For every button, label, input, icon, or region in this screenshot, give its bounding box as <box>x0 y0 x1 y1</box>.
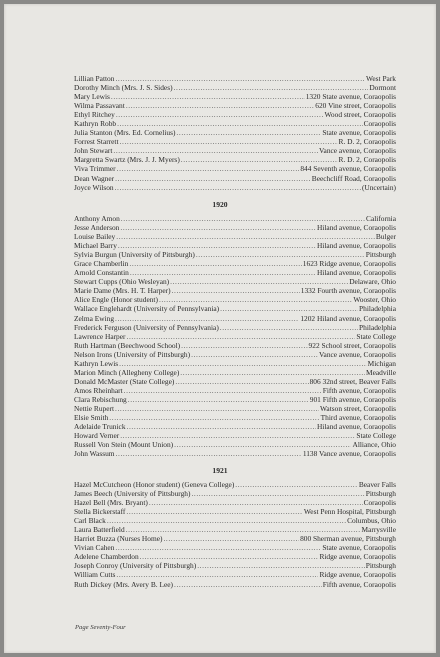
alumni-entry <box>74 295 396 304</box>
alumni-name: Ethyl Ritchey <box>74 110 115 120</box>
alumni-location: Hiland avenue, Coraopolis <box>316 422 396 432</box>
page-number-footer: Page Seventy-Four <box>75 624 126 631</box>
alumni-location: California <box>366 214 396 223</box>
alumni-entry <box>74 543 396 552</box>
alumni-name: Margretta Swartz (Mrs. J. J. Myers) <box>74 155 180 165</box>
alumni-name: John Stewart <box>74 146 113 156</box>
alumni-location: Fifth avenue, Coraopolis <box>322 385 396 395</box>
alumni-location: 1138 Vance avenue, Coraopolis <box>302 449 396 459</box>
alumni-location: 901 Fifth avenue, Coraopolis <box>309 394 396 404</box>
alumni-name: Stella Bickerstaff <box>74 507 126 517</box>
alumni-location: Ridge avenue, Coraopolis <box>319 552 396 562</box>
alumni-location: Delaware, Ohio <box>349 277 396 287</box>
alumni-entry <box>74 83 396 92</box>
alumni-name: Donald McMaster (State College) <box>74 376 175 386</box>
alumni-name: Kathryn Robb <box>74 119 117 129</box>
alumni-location: West Park <box>366 74 396 83</box>
alumni-name: Julia Stanton (Mrs. Ed. Cornelius) <box>74 128 176 138</box>
alumni-entry <box>74 277 396 286</box>
alumni-name: Ruth Dickey (Mrs. Avery B. Lee) <box>74 579 173 589</box>
alumni-entry <box>74 561 396 570</box>
alumni-entry <box>74 174 396 183</box>
alumni-entry <box>74 323 396 332</box>
alumni-entry <box>74 146 396 155</box>
alumni-entry <box>74 431 396 440</box>
alumni-entry <box>74 413 396 422</box>
alumni-entry <box>74 101 396 110</box>
alumni-name: Laura Batterfield <box>74 525 125 535</box>
alumni-name: Kathryn Lewis <box>74 358 119 368</box>
alumni-name: Marion Minch (Allegheny College) <box>74 367 180 377</box>
alumni-name: Jesse Anderson <box>74 223 120 233</box>
alumni-location: State College <box>356 331 396 341</box>
alumni-name: Adelaide Trunick <box>74 422 126 432</box>
alumni-name: Arnold Constantin <box>74 268 129 278</box>
alumni-entry <box>74 268 396 277</box>
alumni-entry <box>74 350 396 359</box>
alumni-name: Mary Lewis <box>74 92 110 102</box>
alumni-entry <box>74 498 396 507</box>
alumni-name: Howard Verner <box>74 431 120 441</box>
alumni-entry <box>74 164 396 173</box>
alumni-location: Watson street, Coraopolis <box>320 403 396 413</box>
alumni-name: Carl Black <box>74 516 106 526</box>
alumni-name: Anthony Amon <box>74 214 120 223</box>
alumni-location: Hiland avenue, Coraopolis <box>316 268 396 278</box>
alumni-entry <box>74 110 396 119</box>
alumni-entry <box>74 516 396 525</box>
alumni-name: Viva Trimmer <box>74 164 116 174</box>
alumni-name: Elsie Smith <box>74 413 109 423</box>
alumni-name: Russell Von Stein (Mount Union) <box>74 440 174 450</box>
alumni-entry <box>74 341 396 350</box>
alumni-name: John Wassum <box>74 449 115 459</box>
alumni-location: Vance avenue, Coraopolis <box>319 146 396 156</box>
alumni-location: Pittsburgh <box>365 250 396 260</box>
alumni-entry <box>74 128 396 137</box>
alumni-name: Dean Wagner <box>74 173 115 183</box>
alumni-entry <box>74 525 396 534</box>
alumni-location: Philadelphia <box>359 322 396 332</box>
alumni-name: Lillian Patton <box>74 74 115 83</box>
alumni-location: Hiland avenue, Coraopolis <box>316 241 396 251</box>
alumni-name: James Beech (University of Pittsburgh) <box>74 489 191 499</box>
alumni-name: Louise Bailey <box>74 232 116 242</box>
alumni-name: Lawrence Harper <box>74 331 126 341</box>
alumni-location: State College <box>356 431 396 441</box>
alumni-entry <box>74 395 396 404</box>
alumni-entry <box>74 92 396 101</box>
alumni-location: State avenue, Coraopolis <box>322 543 396 553</box>
alumni-entry <box>74 119 396 128</box>
alumni-name: Sylvia Burgun (University of Pittsburgh) <box>74 250 195 260</box>
alumni-entry <box>74 368 396 377</box>
alumni-name: Stewart Cupps (Ohio Wesleyan) <box>74 277 170 287</box>
alumni-list-1921 <box>74 480 396 589</box>
alumni-entry <box>74 304 396 313</box>
alumni-entry <box>74 534 396 543</box>
alumni-entry <box>74 223 396 232</box>
alumni-entry <box>74 507 396 516</box>
alumni-name: Nelson Irons (University of Pittsburgh) <box>74 349 191 359</box>
alumni-entry <box>74 359 396 368</box>
alumni-name: Alice Engle (Honor student) <box>74 295 158 305</box>
alumni-location: State avenue, Coraopolis <box>322 128 396 138</box>
alumni-location: Beaver Falls <box>358 480 396 489</box>
alumni-name: Forrest Starrett <box>74 137 119 147</box>
alumni-name: Amos Rheinhart <box>74 385 123 395</box>
alumni-location: 800 Sherman avenue, Pittsburgh <box>300 534 396 544</box>
alumni-location: Pittsburgh <box>365 489 396 499</box>
alumni-location: 922 School street, Coraopolis <box>308 340 396 350</box>
alumni-location: Meadville <box>366 367 396 377</box>
alumni-location: Wood street, Coraopolis <box>324 110 396 120</box>
alumni-name: Ruth Hartman (Beechwood School) <box>74 340 181 350</box>
alumni-name: Wilma Passavant <box>74 101 125 111</box>
alumni-location: Coraopolis <box>363 119 396 129</box>
alumni-name: William Cutts <box>74 570 116 580</box>
alumni-name: Grace Chamberlin <box>74 259 129 269</box>
alumni-entry <box>74 286 396 295</box>
alumni-location: Fifth avenue, Coraopolis <box>322 579 396 589</box>
alumni-location: R. D. 2, Coraopolis <box>338 155 396 165</box>
alumni-location: Ridge avenue, Coraopolis <box>319 570 396 580</box>
alumni-name: Hazel McCutcheon (Honor student) (Geneva College) <box>74 480 235 489</box>
class-year-heading: 1920 <box>212 200 228 209</box>
alumni-location: Marrysville <box>361 525 396 535</box>
alumni-location: 620 Vine street, Coraopolis <box>315 101 396 111</box>
alumni-name: Frederick Ferguson (University of Pennsylvania) <box>74 322 219 332</box>
alumni-entry <box>74 259 396 268</box>
alumni-entry <box>74 214 396 223</box>
class-year-heading: 1921 <box>212 466 228 475</box>
alumni-entry <box>74 137 396 146</box>
alumni-location: Third avenue, Coraopolis <box>320 413 396 423</box>
alumni-location: 1320 State avenue, Coraopolis <box>305 92 396 102</box>
alumni-entry <box>74 580 396 589</box>
alumni-entry <box>74 489 396 498</box>
alumni-entry <box>74 250 396 259</box>
alumni-name: Nettie Rupert <box>74 403 115 413</box>
alumni-name: Joyce Wilson <box>74 182 114 192</box>
alumni-name: Clara Rebischung <box>74 394 127 404</box>
alumni-location: Philadelphia <box>359 304 396 314</box>
alumni-name: Wallace Englehardt (University of Pennsylvania) <box>74 304 220 314</box>
alumni-location: Vance avenue, Coraopolis <box>319 349 396 359</box>
alumni-list-continued <box>74 74 396 192</box>
alumni-location: Columbus, Ohio <box>347 516 396 526</box>
alumni-entry <box>74 386 396 395</box>
alumni-entry <box>74 183 396 192</box>
alumni-name: Adelene Chamberdon <box>74 552 139 562</box>
alumni-location: Beechcliff Road, Coraopolis <box>311 173 396 183</box>
alumni-location: (Uncertain) <box>361 182 396 192</box>
alumni-location: 1623 Ridge avenue, Coraopolis <box>302 259 396 269</box>
alumni-location: Alliance, Ohio <box>352 440 396 450</box>
alumni-location: 844 Seventh avenue, Coraopolis <box>300 164 396 174</box>
alumni-entry <box>74 480 396 489</box>
alumni-entry <box>74 314 396 323</box>
alumni-entry <box>74 332 396 341</box>
alumni-location: 806 32nd street, Beaver Falls <box>309 376 396 386</box>
alumni-location: Wooster, Ohio <box>353 295 396 305</box>
alumni-name: Hazel Bell (Mrs. Bryant) <box>74 498 148 508</box>
alumni-name: Michael Barry <box>74 241 117 251</box>
alumni-location: West Penn Hospital, Pittsburgh <box>303 507 396 517</box>
alumni-entry <box>74 449 396 458</box>
alumni-entry <box>74 232 396 241</box>
alumni-name: Marie Dame (Mrs. H. T. Harper) <box>74 286 171 296</box>
alumni-location: Michigan <box>367 358 396 368</box>
alumni-name: Zelma Ewing <box>74 313 115 323</box>
alumni-entry <box>74 241 396 250</box>
alumni-entry <box>74 404 396 413</box>
alumni-entry <box>74 74 396 83</box>
yearbook-page <box>4 4 436 653</box>
alumni-entry <box>74 552 396 561</box>
alumni-location: Bulger <box>375 232 396 242</box>
alumni-location: 1202 Hiland avenue, Coraopolis <box>300 313 396 323</box>
alumni-entry <box>74 155 396 164</box>
alumni-list-1920 <box>74 214 396 458</box>
alumni-location: Hiland avenue, Coraopolis <box>316 223 396 233</box>
alumni-name: Dorothy Minch (Mrs. J. S. Sides) <box>74 83 173 93</box>
alumni-entry <box>74 440 396 449</box>
alumni-location: Pittsburgh <box>365 561 396 571</box>
alumni-entry <box>74 377 396 386</box>
alumni-location: Coraopolis <box>363 498 396 508</box>
alumni-location: R. D. 2, Coraopolis <box>338 137 396 147</box>
alumni-entry <box>74 570 396 579</box>
alumni-location: Dormont <box>369 83 396 93</box>
alumni-name: Harriet Buzza (Nurses Home) <box>74 534 163 544</box>
alumni-entry <box>74 422 396 431</box>
alumni-location: 1332 Fourth avenue, Coraopolis <box>300 286 396 296</box>
alumni-name: Joseph Conroy (University of Pittsburgh) <box>74 561 197 571</box>
alumni-name: Vivian Cahen <box>74 543 115 553</box>
